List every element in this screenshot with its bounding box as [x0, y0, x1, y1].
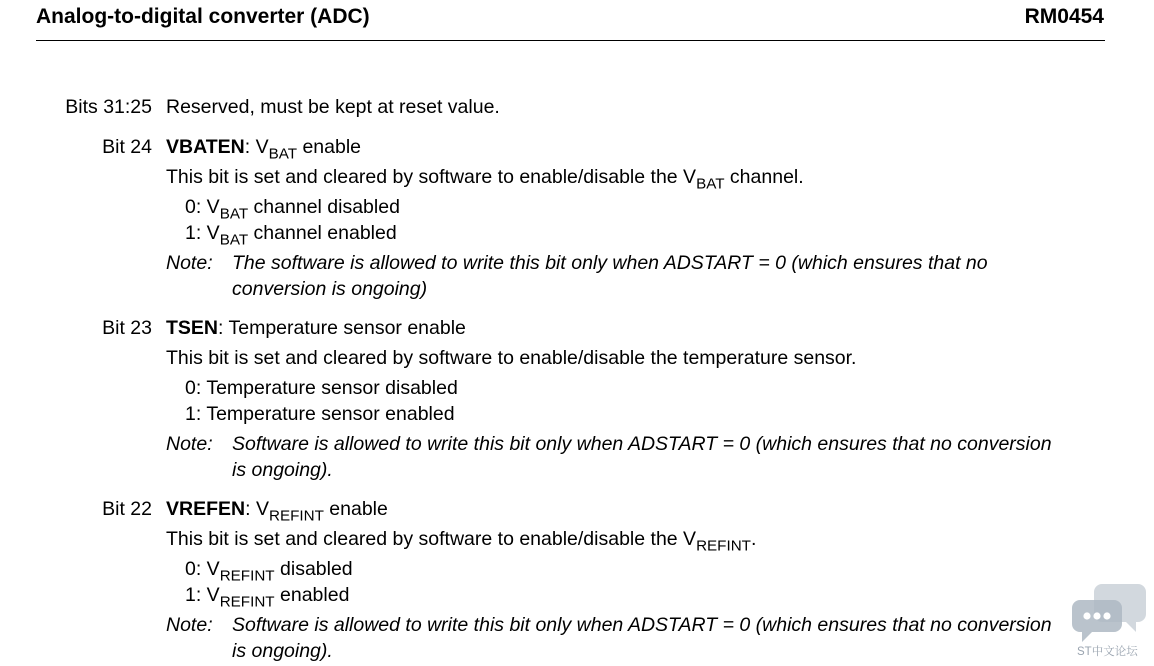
bit24-label: Bit 24	[102, 136, 152, 158]
bit22-description: This bit is set and cleared by software to enable/disable the $V_{REFINT}$.	[166, 528, 757, 555]
bit24-description: This bit is set and cleared by software to enable/disable the $V_{BAT}$ channel.	[166, 166, 804, 193]
bit24-note-line-1: The software is allowed to write this bit only when ADSTART = 0 (which ensures that no	[232, 252, 988, 274]
bit23-label: Bit 23	[102, 317, 152, 339]
bit23-option-0: 0: Temperature sensor disabled	[185, 377, 458, 399]
reserved-bits-label: Bits 31:25	[65, 96, 152, 118]
bit22-title: VREFEN: $V_{REFINT}$ enable	[166, 498, 388, 525]
bit24-option-1: 1: $V_{BAT}$ channel enabled	[185, 222, 397, 249]
field-name: TSEN	[166, 317, 219, 339]
bit24-note-label: Note:	[166, 252, 213, 274]
bit22-option-1: 1: $V_{REFINT}$ enabled	[185, 584, 350, 611]
bit23-note-label: Note:	[166, 433, 213, 455]
bit24-title: VBATEN: $V_{BAT}$ enable	[166, 136, 362, 163]
bit23-option-1: 1: Temperature sensor enabled	[185, 403, 455, 425]
bit22-note-label: Note:	[166, 614, 213, 636]
bit24-option-0: 0: $V_{BAT}$ channel disabled	[185, 196, 400, 223]
bit23-description: This bit is set and cleared by software to enable/disable the temperature sensor.	[166, 347, 857, 369]
bit22-option-0: 0: $V_{REFINT}$ disabled	[185, 558, 353, 585]
document-id: RM0454	[1024, 5, 1104, 28]
field-name: VBATEN	[166, 136, 245, 158]
watermark-text: ST中文论坛	[1077, 646, 1138, 658]
bit23-note-line-2: is ongoing).	[232, 459, 333, 481]
bit22-label: Bit 22	[102, 498, 152, 520]
field-name: VREFEN	[166, 498, 246, 520]
bit22-note-line-2: is ongoing).	[232, 640, 333, 662]
reserved-description: Reserved, must be kept at reset value.	[166, 96, 500, 118]
header-rule	[36, 40, 1105, 41]
bit22-note-line-1: Software is allowed to write this bit only when ADSTART = 0 (which ensures that no conversion	[232, 614, 1052, 636]
bit24-note-line-2: conversion is ongoing)	[232, 278, 428, 300]
section-title: Analog-to-digital converter (ADC)	[36, 5, 370, 28]
bit23-title: TSEN: Temperature sensor enable	[166, 317, 466, 339]
bit23-note-line-1: Software is allowed to write this bit only when ADSTART = 0 (which ensures that no conversion	[232, 433, 1052, 455]
